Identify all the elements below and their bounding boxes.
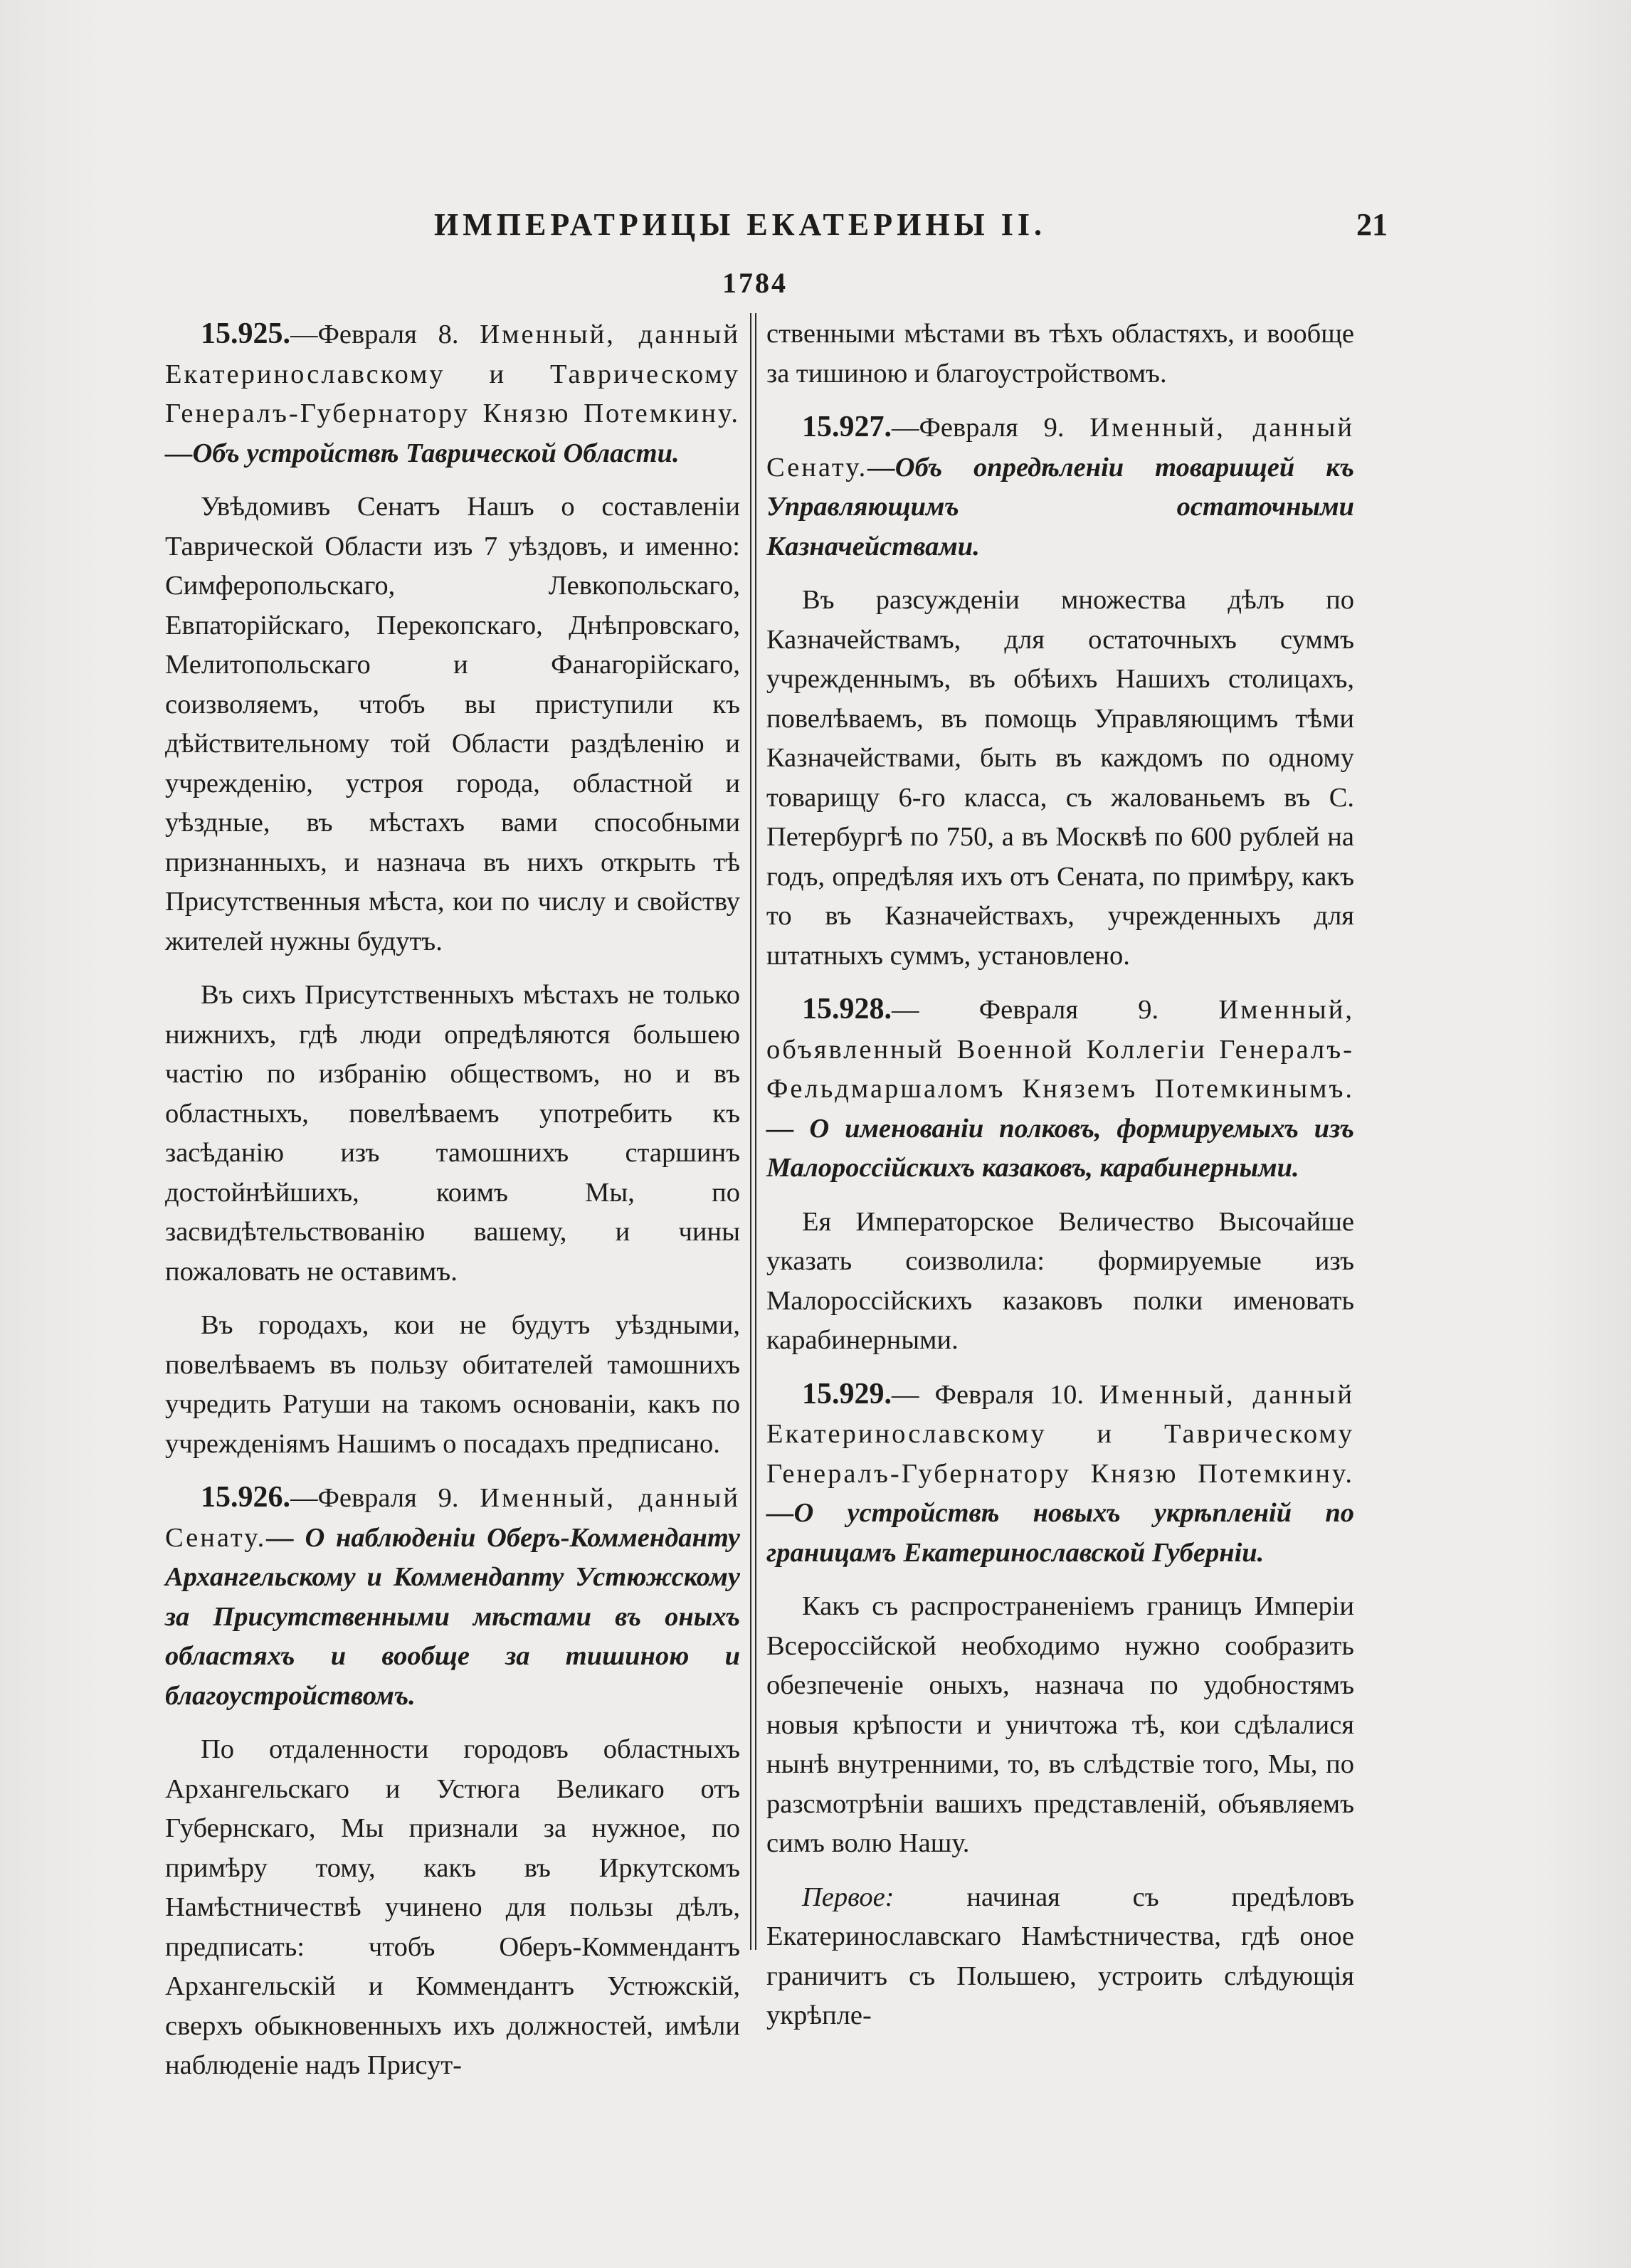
- column-rule: [750, 313, 756, 1950]
- decree-15928-heading: 15.928.— Февраля 9. Именный, объявленный Военной Коллегіи Генералъ-Фельдмаршаломъ Княземъ Потемкинымъ.— О именованіи полковъ, формируемыхъ изъ Малороссійскихъ казаковъ, карабинерными.: [766, 993, 1355, 1183]
- right-column: [766, 315, 1354, 2050]
- left-column: [165, 315, 740, 2100]
- year-heading: 1784: [722, 267, 788, 299]
- page-number: 21: [1356, 207, 1388, 242]
- paragraph: Какъ съ распространеніемъ границъ Имперіи Всероссійской необходимо нужно сообразить обезпеченіе оныхъ, назнача по удобностямъ новыя крѣпости и уничтожа тѣ, кои сдѣлалися нынѣ внутренними, то, въ слѣдствіе того, Мы, по разсмотрѣніи вашихъ представленій, объявляемъ симъ волю Нашу.: [766, 1591, 1354, 1858]
- paragraph: Въ разсужденіи множества дѣлъ по Казначействамъ, для остаточныхъ суммъ учрежденнымъ, въ обѣихъ Нашихъ столицахъ, повелѣваемъ, въ помощь Управляющимъ тѣми Казначействами, быть въ каждомъ по одному товарищу 6-го класса, съ жалованьемъ въ С. Петербургѣ по 750, а въ Москвѣ по 600 рублей на годъ, опредѣляя ихъ отъ Сената, по примѣру, какъ то въ Казначействахъ, учрежденныхъ для штатныхъ суммъ, установлено.: [766, 585, 1354, 971]
- running-title: ИМПЕРАТРИЦЫ ЕКАТЕРИНЫ II.: [434, 207, 1046, 242]
- decree-15925-heading: 15.925.—Февраля 8. Именный, данный Екатеринославскому и Таврическому Генералъ-Губернатору Князю Потемкину.—Объ устройствѣ Таврической Области.: [165, 317, 741, 468]
- paragraph-first: Первое: начиная съ предѣловъ Екатеринославскаго Намѣстничества, гдѣ оное граничитъ съ Польшею, устроить слѣдующія укрѣпле-: [766, 1882, 1355, 2030]
- decree-15929-heading: 15.929.— Февраля 10. Именный, данный Екатеринославскому и Таврическому Генералъ-Губернатору Князю Потемкину.—О устройствѣ новыхъ укрѣпленій по границамъ Екатеринославской Губерніи.: [766, 1377, 1355, 1568]
- running-head: [413, 206, 1388, 256]
- paragraph: Въ сихъ Присутственныхъ мѣстахъ не только нижнихъ, гдѣ люди опредѣляются большею частію по избранію обществомъ, но и въ областныхъ, повелѣваемъ употребить къ засѣданію изъ тамошнихъ старшинъ достойнѣйшихъ, коимъ Мы, по засвидѣтельствованію вашему, и чины пожаловать не оставимъ.: [165, 980, 740, 1287]
- paragraph: Увѣдомивъ Сенатъ Нашъ о составленіи Таврической Области изъ 7 уѣздовъ, и именно: Симферопольскаго, Левкопольскаго, Евпаторійскаго, Перекопскаго, Днѣпровскаго, Мелитопольскаго и Фанагорійскаго, соизволяемъ, чтобъ вы приступили къ дѣйствительному той Области раздѣленію и учрежденію, устроя города, областной и уѣздные, въ мѣстахъ вами способными признанныхъ, и назнача въ нихъ открыть тѣ Присутственныя мѣста, кои по числу и свойству жителей нужны будутъ.: [165, 492, 740, 956]
- continuation-paragraph: ственными мѣстами въ тѣхъ областяхъ, и вообще за тишиною и благоустройствомъ.: [766, 319, 1354, 389]
- decree-15927-heading: 15.927.—Февраля 9. Именный, данный Сенату.—Объ опредѣленіи товарищей къ Управляющимъ остаточными Казначействами.: [766, 411, 1355, 561]
- decree-15926-heading: 15.926.—Февраля 9. Именный, данный Сенату.— О наблюденіи Оберъ-Комменданту Архангельскому и Коммендanту Устюжскому за Присутственными мѣстами въ оныхъ областяхъ и вообще за тишиною и благоустройствомъ.: [165, 1481, 741, 1711]
- paragraph: Ея Императорское Величество Высочайше указать соизволила: формируемые изъ Малороссійскихъ казаковъ полки именовать карабинерными.: [766, 1206, 1354, 1355]
- paragraph: Въ городахъ, кои не будутъ уѣздными, повелѣваемъ въ пользу обитателей тамошнихъ учредить Ратуши на такомъ основаніи, какъ по учрежденіямъ Нашимъ о посадахъ предписано.: [165, 1310, 740, 1459]
- paragraph: По отдаленности городовъ областныхъ Архангельскаго и Устюга Великаго отъ Губернскаго, Мы признали за нужное, по примѣру тому, какъ въ Иркутскомъ Намѣстничествѣ учинено для пользы дѣлъ, предписать: чтобъ Оберъ-Коммендантъ Архангельскій и Коммендантъ Устюжскій, сверхъ обыкновенныхъ ихъ должностей, имѣли наблюденіе надъ Присут-: [165, 1734, 740, 2080]
